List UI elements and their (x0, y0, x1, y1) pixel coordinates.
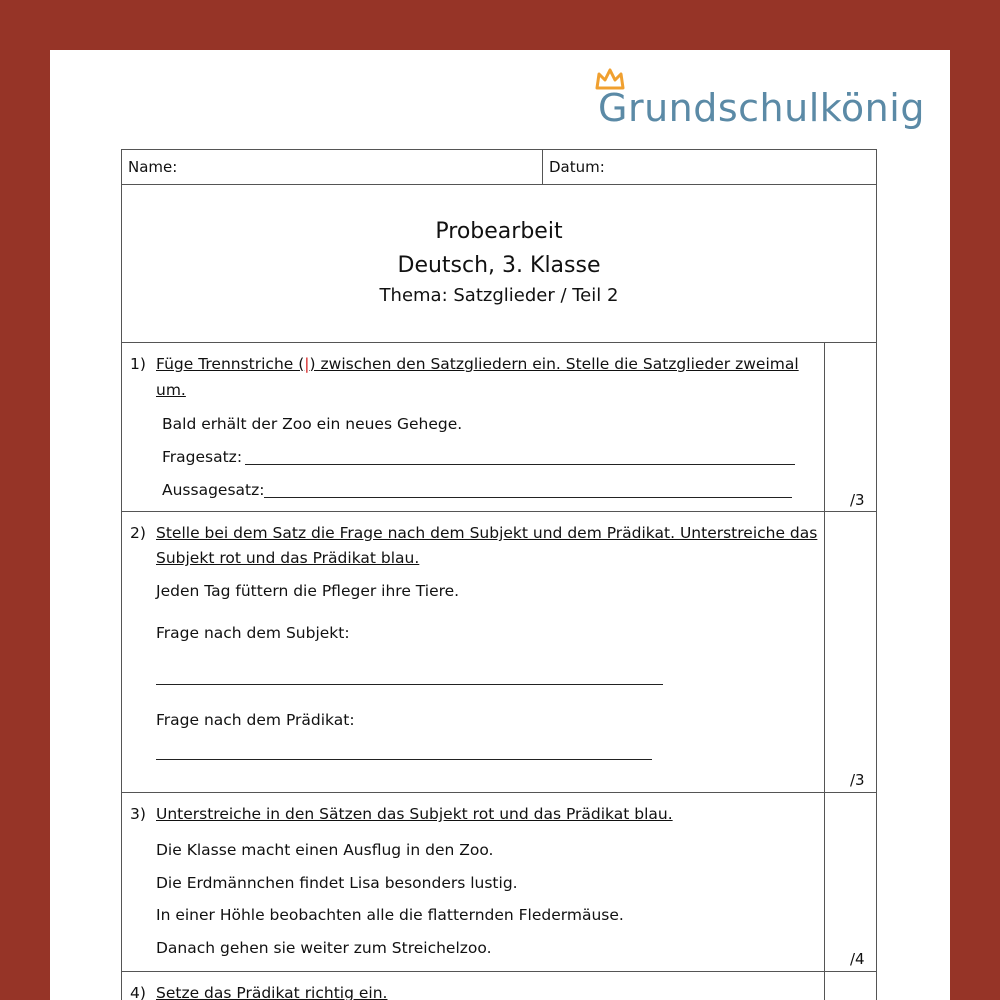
points-column (824, 793, 825, 971)
task-instruction: Füge Trennstriche (|) zwischen den Satzgliedern ein. Stelle die Satzglieder zweimal (156, 355, 799, 373)
task-instruction: Unterstreiche in den Sätzen das Subjekt rot und das Prädikat blau. (156, 805, 673, 823)
answer-line[interactable] (245, 464, 795, 465)
task-3 (121, 792, 877, 972)
page-topic: Thema: Satzglieder / Teil 2 (379, 285, 619, 306)
task-instruction-cont: Subjekt rot und das Prädikat blau. (156, 549, 420, 567)
task-number: 1) (130, 355, 146, 373)
statement-label: Aussagesatz: (162, 481, 265, 499)
task-number: 4) (130, 984, 146, 1000)
task-sentence: In einer Höhle beobachten alle die flatternden Fledermäuse. (156, 906, 624, 924)
answer-line[interactable] (264, 497, 792, 498)
task-instruction: Stelle bei dem Satz die Frage nach dem Subjekt und dem Prädikat. Unterstreiche das (156, 524, 818, 542)
task-4 (121, 971, 877, 1000)
task-sentence: Danach gehen sie weiter zum Streichelzoo. (156, 939, 492, 957)
header-row (121, 149, 877, 185)
task-number: 3) (130, 805, 146, 823)
points-label: /4 (850, 950, 865, 968)
task-sentence: Die Erdmännchen findet Lisa besonders lustig. (156, 874, 518, 892)
page-title: Probearbeit (435, 219, 563, 244)
task-instruction-cont: um. (156, 381, 186, 399)
answer-line[interactable] (156, 759, 652, 760)
task-2 (121, 511, 877, 793)
task-number: 2) (130, 524, 146, 542)
subject-question-label: Frage nach dem Subjekt: (156, 624, 350, 642)
task-1 (121, 342, 877, 512)
points-label: /3 (850, 491, 865, 509)
page-subtitle: Deutsch, 3. Klasse (397, 253, 601, 278)
question-label: Fragesatz: (162, 448, 243, 466)
separator-mark: | (304, 355, 310, 373)
points-column (824, 343, 825, 511)
header-divider (542, 150, 543, 184)
title-box (121, 184, 877, 343)
task-sentence: Die Klasse macht einen Ausflug in den Zoo. (156, 841, 494, 859)
worksheet-page (50, 50, 950, 1000)
points-column (824, 972, 825, 1000)
date-label: Datum: (549, 158, 605, 176)
points-label: /3 (850, 771, 865, 789)
answer-line[interactable] (156, 684, 663, 685)
task-sentence: Bald erhält der Zoo ein neues Gehege. (162, 415, 463, 433)
name-label: Name: (128, 158, 178, 176)
points-column (824, 512, 825, 792)
task-instruction: Setze das Prädikat richtig ein. (156, 984, 388, 1000)
task-sentence: Jeden Tag füttern die Pfleger ihre Tiere. (156, 582, 460, 600)
brand-logo: Grundschulkönig (598, 86, 925, 130)
predicate-question-label: Frage nach dem Prädikat: (156, 711, 355, 729)
